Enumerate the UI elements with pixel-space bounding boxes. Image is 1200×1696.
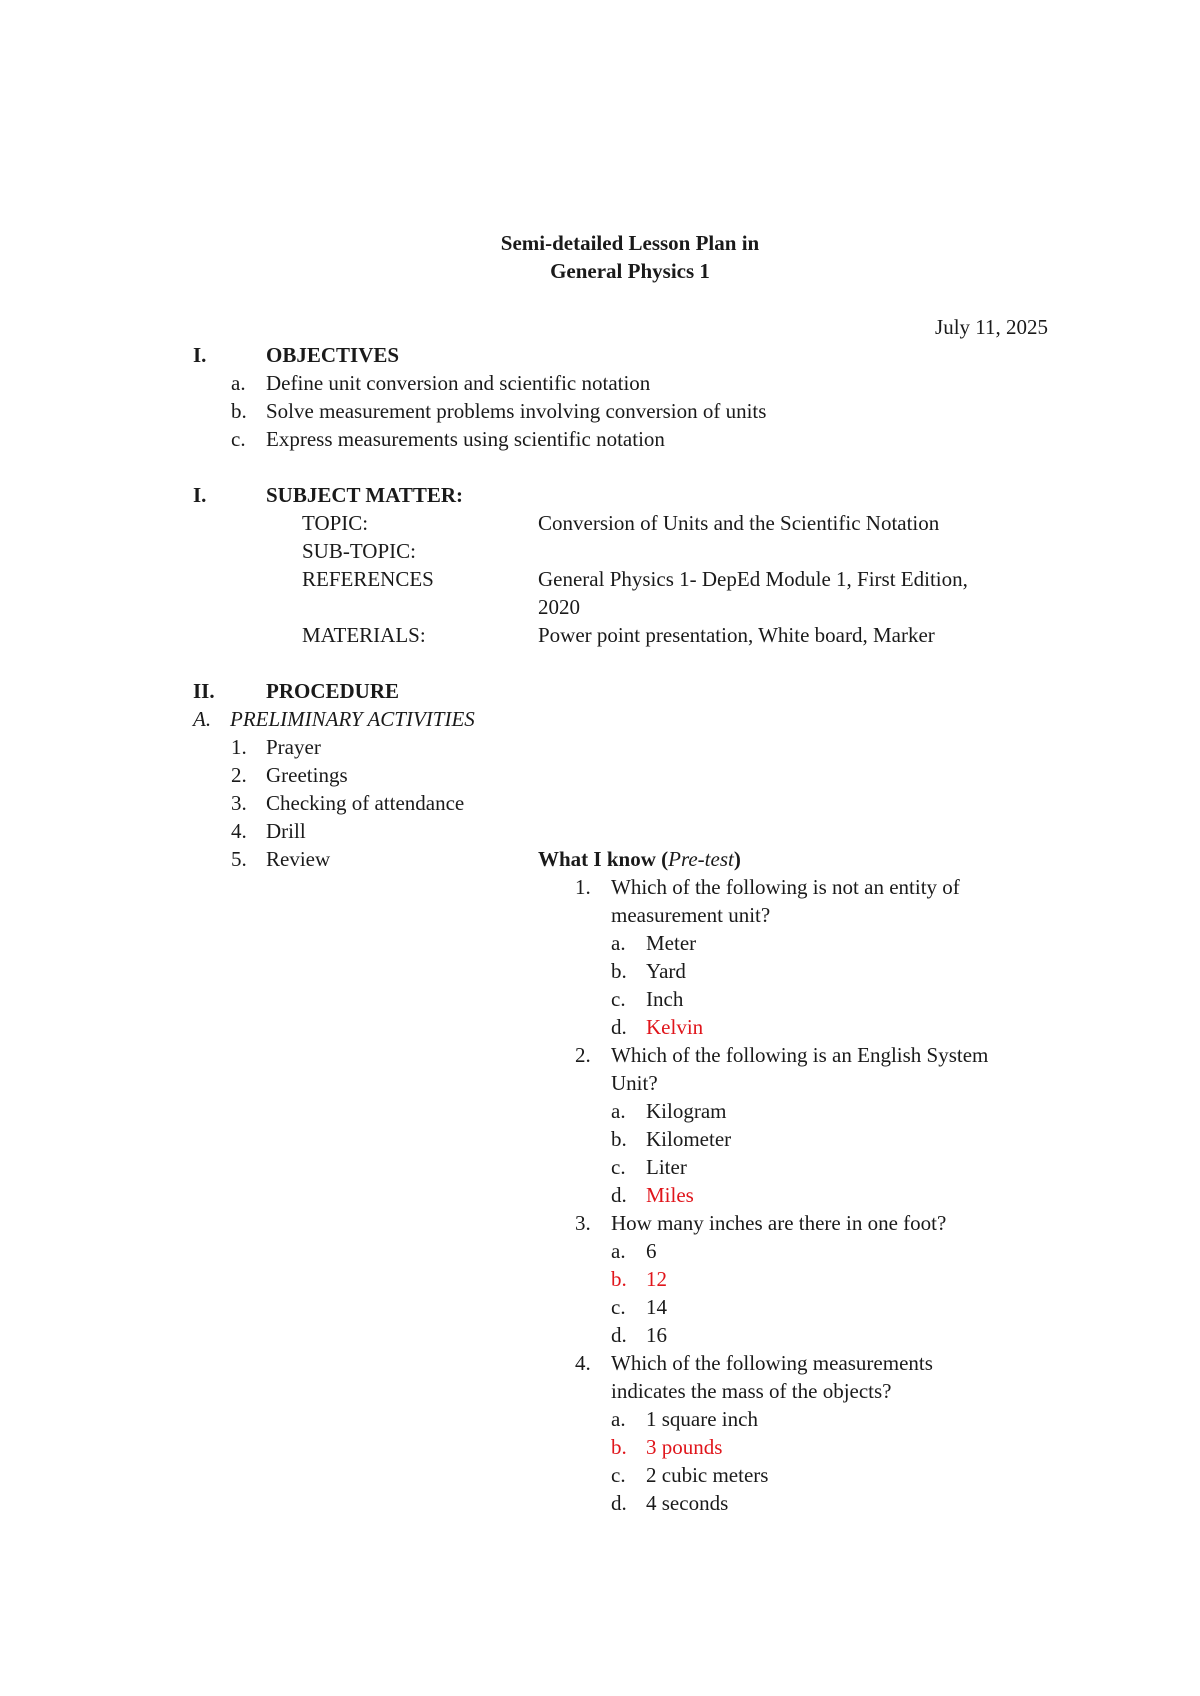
objectives-heading: OBJECTIVES	[266, 343, 400, 367]
materials-value: Power point presentation, White board, Marker	[538, 623, 935, 647]
choice-marker: a.	[611, 1099, 626, 1123]
subject-matter-numeral: I.	[193, 483, 207, 507]
materials-label: MATERIALS:	[302, 623, 426, 647]
question-text: How many inches are there in one foot?	[611, 1211, 947, 1235]
question-number: 4.	[575, 1351, 591, 1375]
pretest-heading-italic: Pre-test	[668, 847, 734, 871]
choice-text: Liter	[646, 1155, 687, 1179]
activity-marker: 5.	[231, 847, 247, 871]
objective-marker: a.	[231, 371, 246, 395]
correct-answer: 3 pounds	[646, 1435, 723, 1459]
topic-value: Conversion of Units and the Scientific Notation	[538, 511, 940, 535]
objective-marker: b.	[231, 399, 247, 423]
sub-topic-label: SUB-TOPIC:	[302, 539, 416, 563]
objective-item: Express measurements using scientific notation	[266, 427, 665, 451]
references-value: General Physics 1- DepEd Module 1, First Edition,	[538, 567, 968, 591]
preliminary-heading: PRELIMINARY ACTIVITIES	[230, 707, 475, 731]
choice-marker: b.	[611, 1267, 627, 1291]
pretest-heading	[538, 849, 741, 870]
choice-text: 6	[646, 1239, 657, 1263]
question-text: Which of the following is an English System	[611, 1043, 989, 1067]
choice-marker: a.	[611, 931, 626, 955]
question-text: measurement unit?	[611, 903, 771, 927]
title-line-2: General Physics 1	[550, 259, 710, 283]
choice-text: Inch	[646, 987, 684, 1011]
choice-marker: b.	[611, 959, 627, 983]
choice-marker: a.	[611, 1407, 626, 1431]
title-line-1: Semi-detailed Lesson Plan in	[500, 231, 760, 255]
pretest-heading-bold: What I know	[538, 847, 656, 871]
question-number: 2.	[575, 1043, 591, 1067]
objective-marker: c.	[231, 427, 246, 451]
subject-matter-heading: SUBJECT MATTER:	[266, 483, 464, 507]
question-text: indicates the mass of the objects?	[611, 1379, 892, 1403]
lesson-date: July 11, 2025	[935, 315, 1048, 339]
pretest-paren-close: )	[733, 847, 741, 871]
choice-text: 4 seconds	[646, 1491, 729, 1515]
choice-text: Meter	[646, 931, 697, 955]
choice-marker: d.	[611, 1183, 627, 1207]
activity-item: Review	[266, 847, 331, 871]
choice-marker: c.	[611, 1295, 626, 1319]
objective-item: Solve measurement problems involving conversion of units	[266, 399, 767, 423]
question-number: 3.	[575, 1211, 591, 1235]
choice-marker: a.	[611, 1239, 626, 1263]
references-label: REFERENCES	[302, 567, 434, 591]
question-number: 1.	[575, 875, 591, 899]
question-text: Which of the following is not an entity of	[611, 875, 960, 899]
correct-answer: Miles	[646, 1183, 694, 1207]
correct-answer: 12	[646, 1267, 667, 1291]
choice-marker: d.	[611, 1015, 627, 1039]
choice-text: 14	[646, 1295, 667, 1319]
choice-text: 16	[646, 1323, 667, 1347]
choice-marker: d.	[611, 1323, 627, 1347]
correct-answer: Kelvin	[646, 1015, 704, 1039]
activity-marker: 3.	[231, 791, 247, 815]
procedure-heading: PROCEDURE	[266, 679, 400, 703]
choice-text: 1 square inch	[646, 1407, 758, 1431]
question-text: Which of the following measurements	[611, 1351, 933, 1375]
pretest-paren-open: (	[661, 847, 669, 871]
choice-marker: b.	[611, 1435, 627, 1459]
activity-marker: 1.	[231, 735, 247, 759]
activity-item: Checking of attendance	[266, 791, 465, 815]
procedure-numeral: II.	[193, 679, 215, 703]
choice-marker: d.	[611, 1491, 627, 1515]
activity-item: Drill	[266, 819, 306, 843]
activity-marker: 2.	[231, 763, 247, 787]
choice-text: 2 cubic meters	[646, 1463, 769, 1487]
activity-item: Greetings	[266, 763, 348, 787]
preliminary-marker: A.	[193, 707, 212, 731]
activity-item: Prayer	[266, 735, 321, 759]
choice-marker: c.	[611, 1463, 626, 1487]
choice-text: Yard	[646, 959, 686, 983]
objective-item: Define unit conversion and scientific notation	[266, 371, 651, 395]
choice-text: Kilometer	[646, 1127, 732, 1151]
topic-label: TOPIC:	[302, 511, 369, 535]
question-text: Unit?	[611, 1071, 658, 1095]
choice-marker: b.	[611, 1127, 627, 1151]
choice-marker: c.	[611, 987, 626, 1011]
references-value-line-2: 2020	[538, 595, 580, 619]
choice-text: Kilogram	[646, 1099, 727, 1123]
choice-marker: c.	[611, 1155, 626, 1179]
activity-marker: 4.	[231, 819, 247, 843]
objectives-numeral: I.	[193, 343, 207, 367]
